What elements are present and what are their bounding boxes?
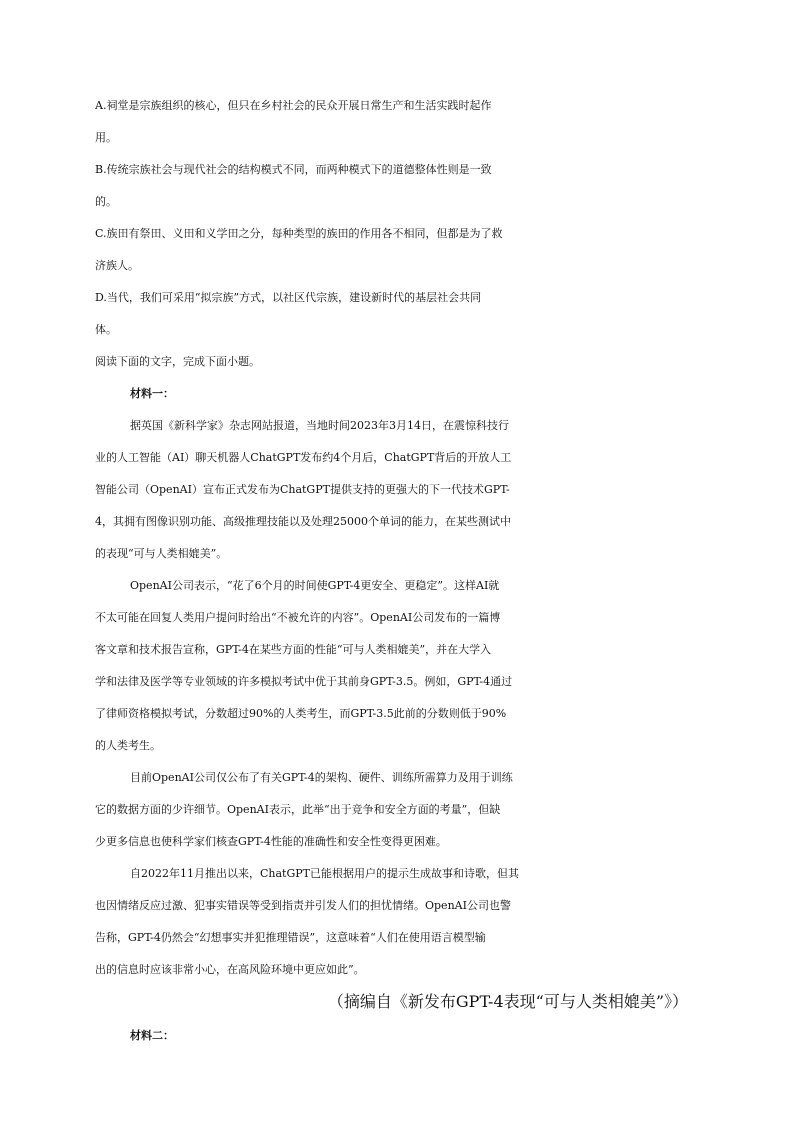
- material-1-p1-line-3: 智能公司（OpenAI）宣布正式发布为ChatGPT提供支持的更强大的下一代技术GPT-: [95, 483, 510, 496]
- material-1-p3-line-2: 它的数据方面的少许细节。OpenAI表示，此举“出于竞争和安全方面的考量”，但缺: [95, 803, 501, 816]
- option-a-line-2: 用。: [95, 131, 117, 144]
- option-b-line-2: 的。: [95, 195, 117, 208]
- material-1-p1-line-5: 的表现“可与人类相媲美”。: [95, 547, 228, 560]
- option-a-line-1: A.祠堂是宗族组织的核心，但只在乡村社会的民众开展日常生产和生活实践时起作: [95, 99, 492, 112]
- material-1-p1-line-1: 据英国《新科学家》杂志网站报道，当地时间2023年3月14日，在震惊科技行: [130, 419, 509, 432]
- material-1-p4-line-4: 出的信息时应该非常小心，在高风险环境中更应如此”。: [95, 963, 365, 976]
- material-1-p1-line-2: 业的人工智能（AI）聊天机器人ChatGPT发布约4个月后，ChatGPT背后的开放人工: [95, 451, 512, 464]
- option-d-line-1: D.当代，我们可采用“拟宗族”方式，以社区代宗族，建设新时代的基层社会共同: [95, 291, 482, 304]
- option-c-line-1: C.族田有祭田、义田和义学田之分，每种类型的族田的作用各不相同，但都是为了救: [95, 227, 503, 240]
- option-c-line-2: 济族人。: [95, 259, 139, 272]
- material-1-p4-line-3: 告称，GPT-4仍然会“幻想事实并犯推理错误”，这意味着“人们在使用语言模型输: [95, 931, 486, 944]
- material-1-p2-line-6: 的人类考生。: [95, 739, 161, 752]
- material-2-heading: 材料二：: [130, 1029, 174, 1042]
- material-1-p2-line-5: 了律师资格模拟考试，分数超过90%的人类考生，而GPT-3.5此前的分数则低于90%: [95, 707, 507, 720]
- reading-instruction: 阅读下面的文字，完成下面小题。: [95, 355, 260, 368]
- material-1-p2-line-2: 不太可能在回复人类用户提问时给出“不被允许的内容”。OpenAI公司发布的一篇博: [95, 611, 501, 624]
- material-1-p2-line-4: 学和法律及医学等专业领域的许多模拟考试中优于其前身GPT-3.5。例如，GPT-4通过: [95, 675, 513, 688]
- material-1-source: （摘编自《新发布GPT-4表现“可与人类相媲美”》）: [327, 992, 688, 1011]
- material-1-p4-line-2: 也因情绪反应过激、犯事实错误等受到指责并引发人们的担忧情绪。OpenAI公司也警: [95, 899, 511, 912]
- material-1-p3-line-1: 目前OpenAI公司仅公布了有关GPT-4的架构、硬件、训练所需算力及用于训练: [130, 771, 513, 784]
- material-1-heading: 材料一：: [130, 387, 174, 400]
- material-1-p3-line-3: 少更多信息也使科学家们核查GPT-4性能的准确性和安全性变得更困难。: [95, 835, 447, 848]
- option-d-line-2: 体。: [95, 323, 117, 336]
- material-1-p2-line-1: OpenAI公司表示，“花了6个月的时间使GPT-4更安全、更稳定”。这样AI就: [130, 579, 500, 592]
- material-1-p4-line-1: 自2022年11月推出以来，ChatGPT已能根据用户的提示生成故事和诗歌，但其: [130, 867, 519, 880]
- material-1-p1-line-4: 4，其拥有图像识别功能、高级推理技能以及处理25000个单词的能力，在某些测试中: [95, 515, 511, 528]
- option-b-line-1: B.传统宗族社会与现代社会的结构模式不同，而两种模式下的道德整体性则是一致: [95, 163, 492, 176]
- material-1-p2-line-3: 客文章和技术报告宣称，GPT-4在某些方面的性能“可与人类相媲美”，并在大学入: [95, 643, 492, 656]
